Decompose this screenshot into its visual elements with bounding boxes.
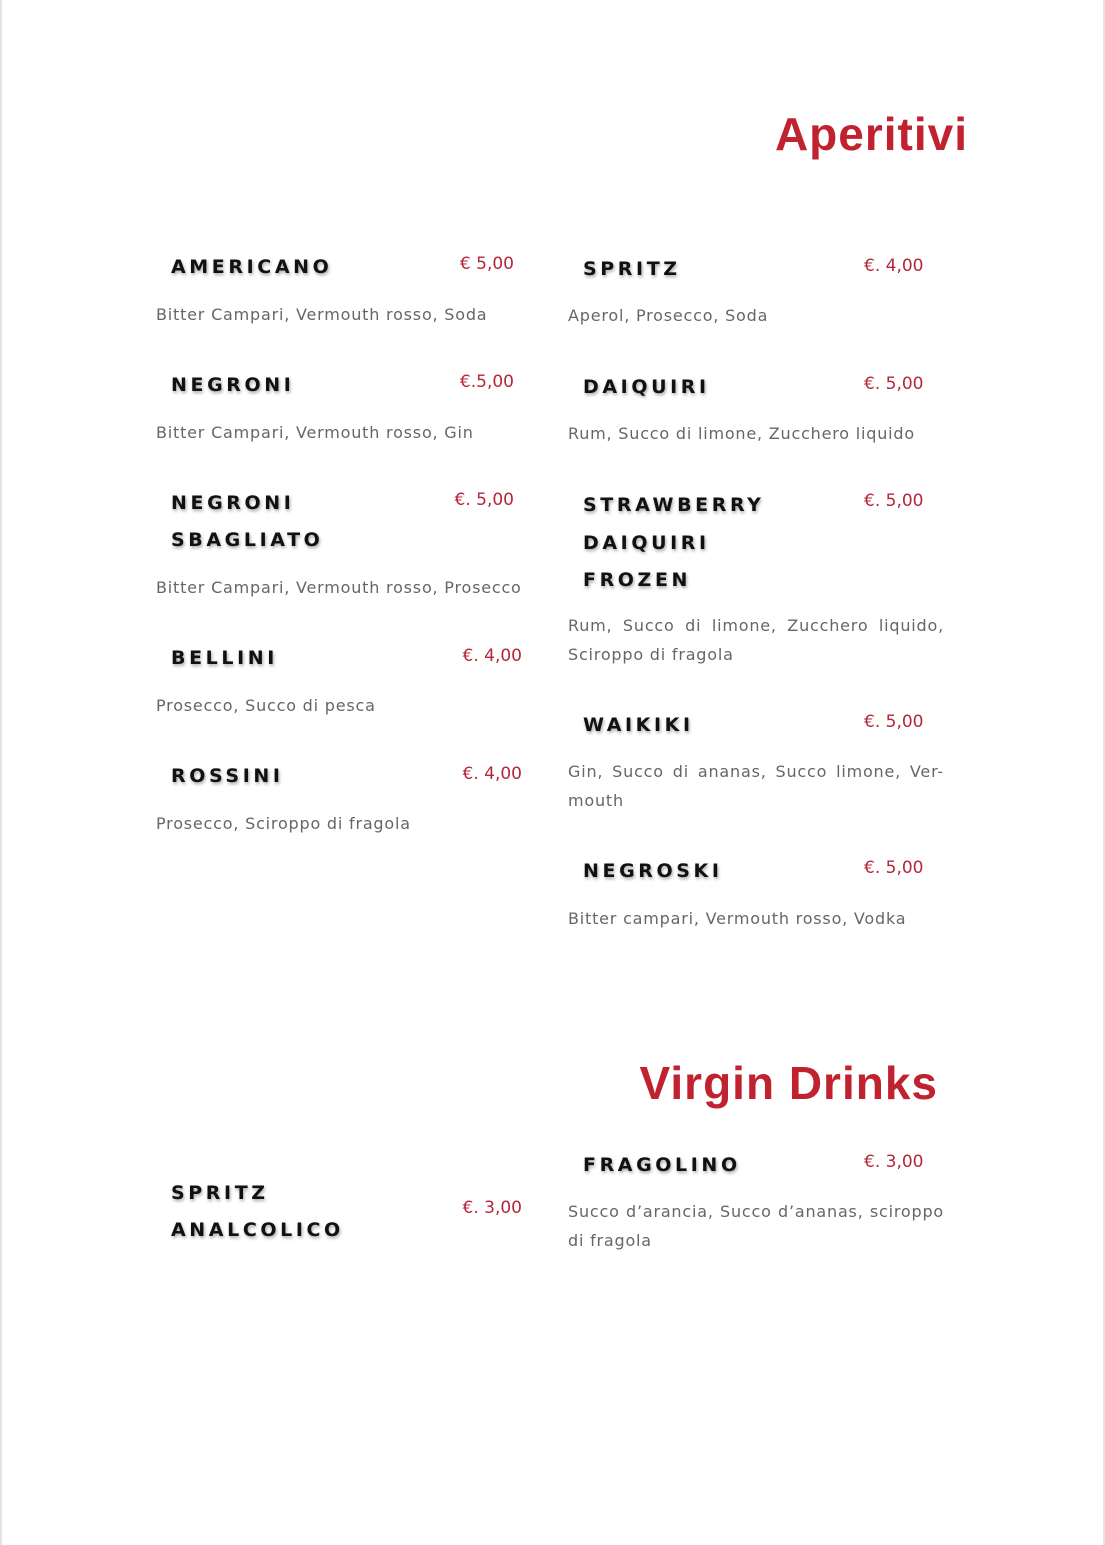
- item-price: €. 5,00: [454, 490, 514, 510]
- item-price: €. 5,00: [864, 712, 924, 732]
- item-name: NEGRONI SBAGLIATO: [171, 492, 324, 551]
- section-title-aperitivi: Aperitivi: [774, 108, 968, 160]
- item-name: STRAWBERRY DAIQUIRI FROZEN: [583, 494, 765, 591]
- item-description: Aperol, Prosecco, Soda: [568, 306, 769, 325]
- item-description: Rum, Succo di limone, Zucchero liquido, Sciroppo di fragola: [568, 616, 944, 664]
- item-name: FRAGOLINO: [583, 1154, 741, 1176]
- item-description: Prosecco, Sciroppo di fragola: [156, 814, 411, 833]
- item-name: NEGROSKI: [583, 860, 723, 882]
- item-name: WAIKIKI: [583, 714, 694, 736]
- item-description: Bitter campari, Vermouth rosso, Vodka: [568, 909, 907, 928]
- page-edge-left: [0, 0, 2, 1545]
- item-price: €. 3,00: [864, 1152, 924, 1172]
- item-name: SPRITZ ANALCOLICO: [171, 1182, 344, 1241]
- item-description: Bitter Campari, Vermouth rosso, Prosecco: [156, 578, 522, 597]
- item-description: Bitter Campari, Vermouth rosso, Soda: [156, 305, 488, 324]
- item-price: € 5,00: [459, 254, 514, 274]
- item-price: €. 5,00: [864, 491, 924, 511]
- item-price: €. 4,00: [462, 646, 522, 666]
- item-price: €. 5,00: [864, 858, 924, 878]
- item-name: SPRITZ: [583, 258, 681, 280]
- item-price: €. 3,00: [462, 1198, 522, 1218]
- item-description: Bitter Campari, Vermouth rosso, Gin: [156, 423, 474, 442]
- item-price: €. 5,00: [864, 374, 924, 394]
- item-price: €.5,00: [459, 372, 514, 392]
- item-description: Prosecco, Succo di pesca: [156, 696, 376, 715]
- item-name: NEGRONI: [171, 374, 295, 396]
- item-name: AMERICANO: [171, 256, 333, 278]
- item-name: BELLINI: [171, 647, 278, 669]
- item-description: Succo d’arancia, Succo d’ananas, sciroppo di fragola: [568, 1202, 944, 1250]
- item-price: €. 4,00: [864, 256, 924, 276]
- item-name: DAIQUIRI: [583, 376, 710, 398]
- item-name: ROSSINI: [171, 765, 284, 787]
- item-price: €. 4,00: [462, 764, 522, 784]
- item-description: Rum, Succo di limone, Zucchero liquido: [568, 424, 915, 443]
- section-title-virgin-drinks: Virgin Drinks: [639, 1057, 938, 1109]
- item-description: Gin, Succo di ananas, Succo limone, Ver-mouth: [568, 762, 944, 810]
